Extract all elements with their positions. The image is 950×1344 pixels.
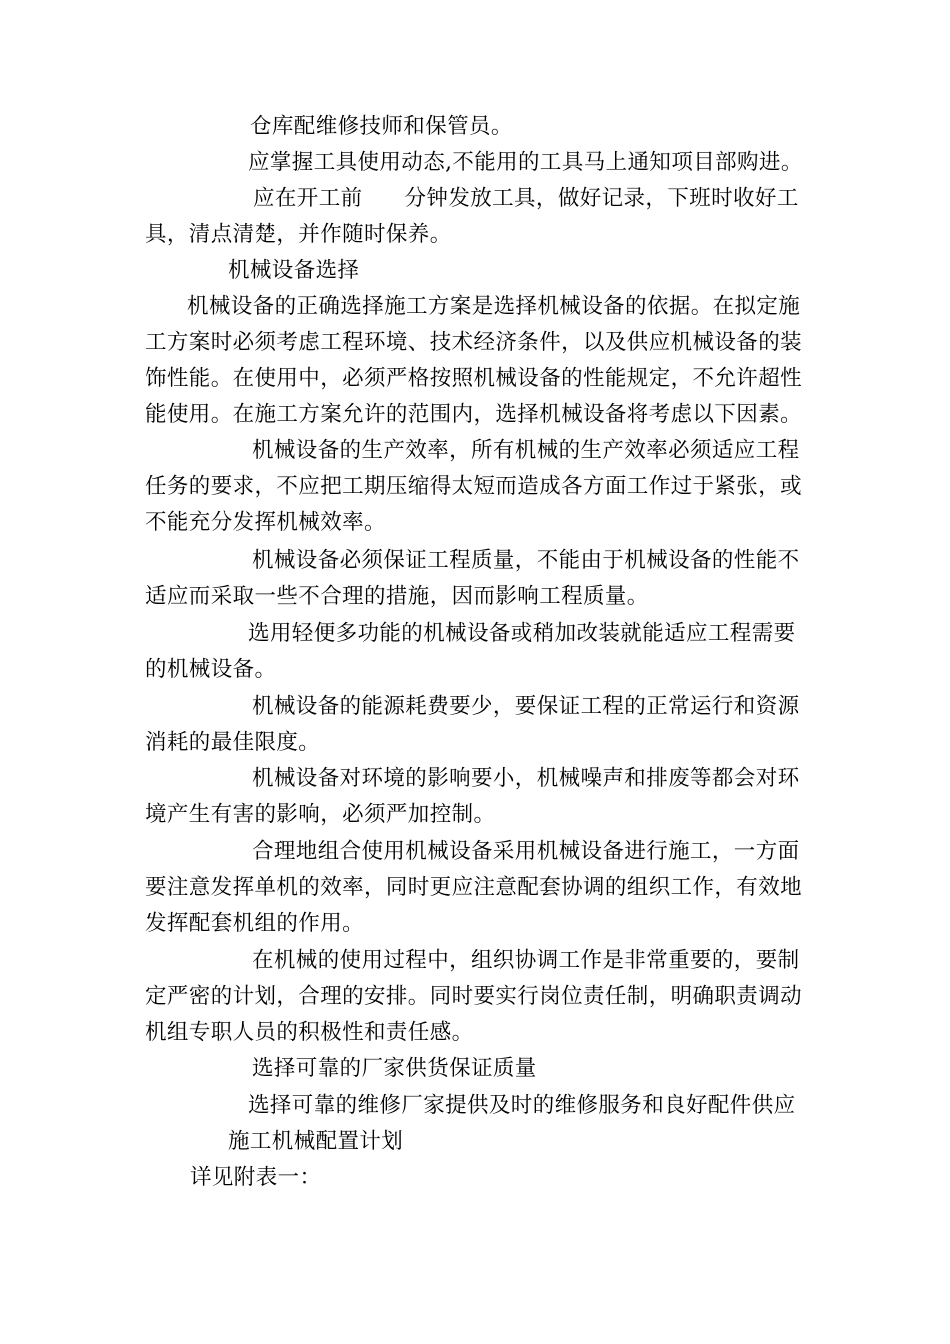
section-heading: 选择可靠的厂家供货保证质量 [252,1056,537,1081]
text-line: 的机械设备。 [145,657,277,682]
text-line: 在机械的使用过程中，组织协调工作是非常重要的，要制 [252,948,800,973]
text-line: 应掌握工具使用动态,不能用的工具马上通知项目部购进。 [248,150,803,175]
text-line: 不能充分发挥机械效率。 [145,510,386,535]
text-line: 能使用。在施工方案允许的范围内，选择机械设备将考虑以下因素。 [145,402,803,427]
text-line: 消耗的最佳限度。 [145,730,321,755]
text-line: 境产生有害的影响，必须严加控制。 [145,802,496,827]
text-line: 机械设备的生产效率，所有机械的生产效率必须适应工程 [252,438,800,463]
text-line: 发挥配套机组的作用。 [145,911,365,936]
text-line: 合理地组合使用机械设备采用机械设备进行施工，一方面 [252,839,800,864]
section-heading: 施工机械配置计划 [228,1129,404,1154]
text-segment: 应在开工前 [253,186,363,211]
text-line: 饰性能。在使用中，必须严格按照机械设备的性能规定，不允许超性 [145,366,803,391]
text-line: 选用轻便多功能的机械设备或稍加改装就能适应工程需要 [248,621,796,646]
text-line: 任务的要求，不应把工期压缩得太短而造成各方面工作过于紧张，或 [145,474,803,499]
text-line: 工方案时必须考虑工程环境、技术经济条件，以及供应机械设备的装 [145,330,803,355]
text-line: 详见附表一： [190,1165,322,1190]
text-line: 机械设备的能源耗费要少，要保证工程的正常运行和资源 [252,694,800,719]
text-line [253,184,799,214]
text-line: 机械设备对环境的影响要小，机械噪声和排废等都会对环 [252,766,800,791]
text-line: 机械设备的正确选择施工方案是选择机械设备的依据。在拟定施 [187,294,801,319]
text-line: 要注意发挥单机的效率，同时更应注意配套协调的组织工作，有效地 [145,875,803,900]
text-line: 机械设备必须保证工程质量，不能由于机械设备的性能不 [252,548,800,573]
text-line: 机组专职人员的积极性和责任感。 [145,1020,474,1045]
text-line: 定严密的计划，合理的安排。同时要实行岗位责任制，明确职责调动 [145,984,803,1009]
text-line: 仓库配维修技师和保管员。 [250,114,513,139]
text-segment: 分钟发放工具，做好记录，下班时收好工 [404,186,799,211]
text-line: 选择可靠的维修厂家提供及时的维修服务和良好配件供应 [248,1093,796,1118]
text-line: 适应而采取一些不合理的措施，因而影响工程质量。 [145,584,649,609]
text-line: 具，清点清楚，并作随时保养。 [145,222,452,247]
section-heading: 机械设备选择 [228,258,360,283]
